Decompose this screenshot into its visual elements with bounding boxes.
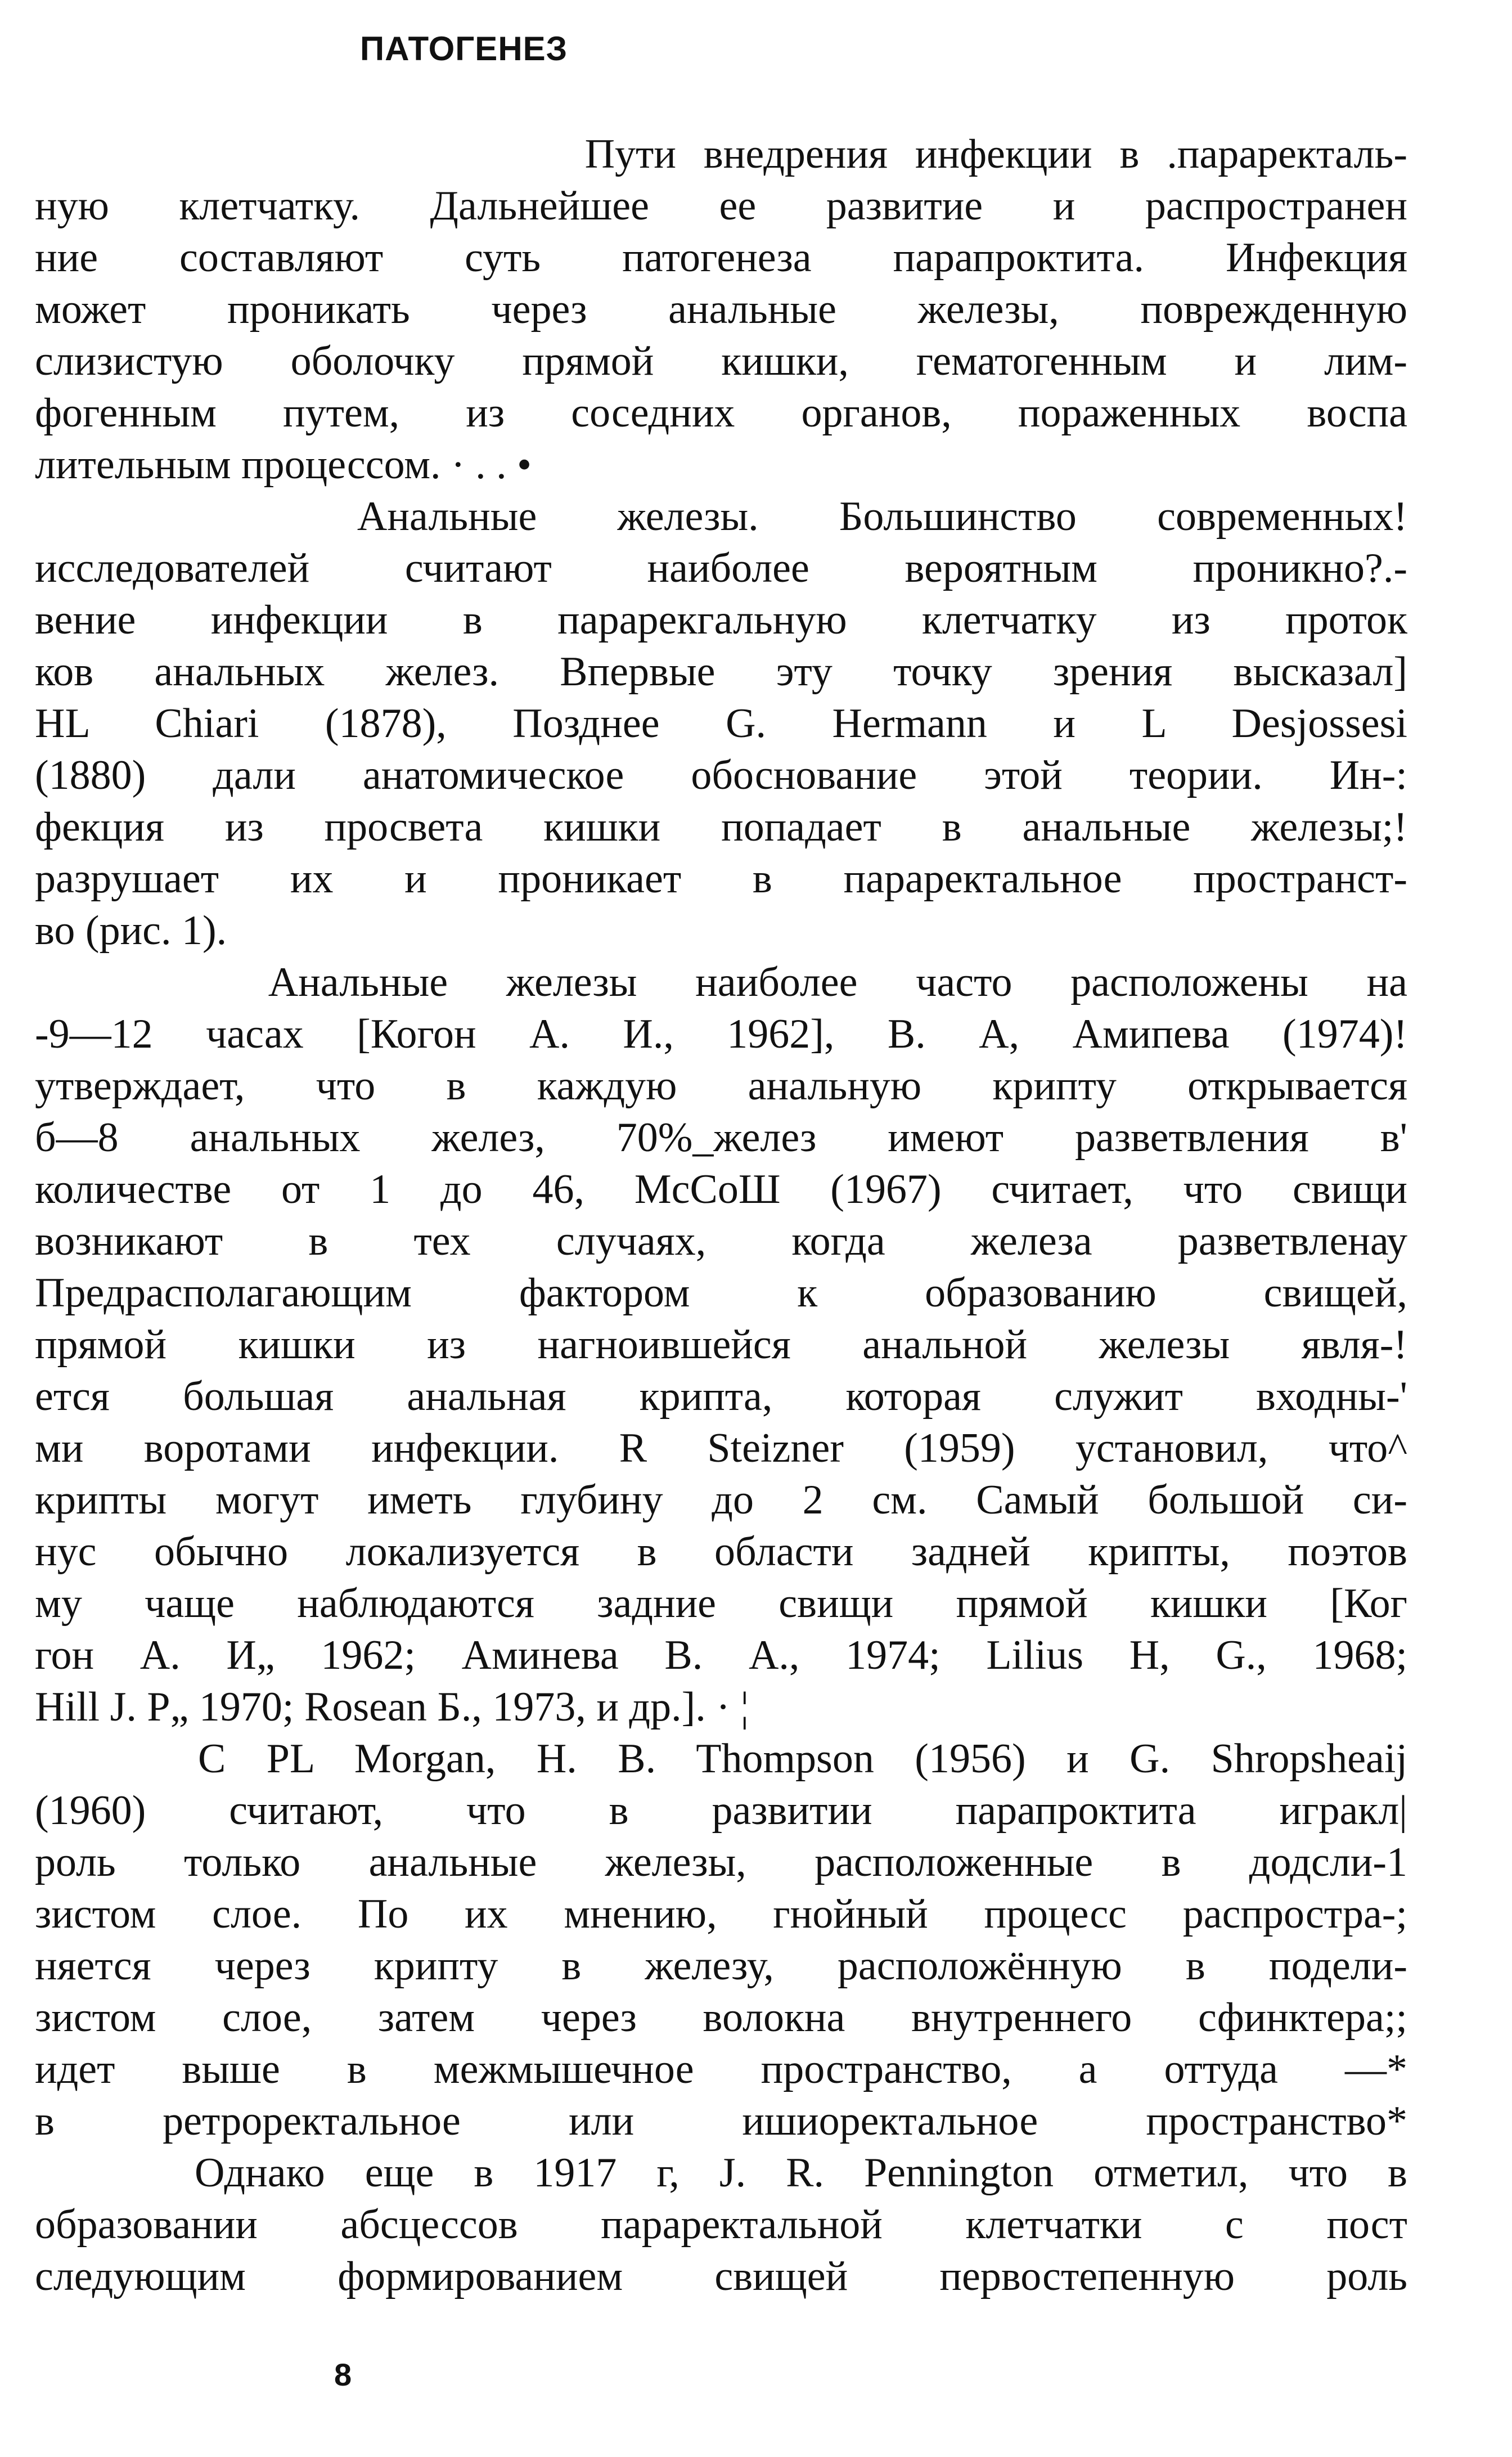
text-line: во (рис. 1). [35,908,227,954]
text-line: возникают в тех случаях, когда железа разветвленау [35,1218,1407,1264]
text-line: няется через крипту в железу, расположённую в подели- [35,1943,1407,1989]
text-line: Предрасполагающим фактором к образованию свищей, [35,1270,1407,1316]
text-line: вение инфекции в парарекгальную клетчатку из проток [35,597,1407,643]
text-line: идет выше в межмышечное пространство, а оттуда —* [35,2046,1407,2092]
text-line: лительным процессом. · . . • [35,442,532,488]
text-line: зистом слое. По их мнению, гнойный процесс распростра-; [35,1891,1407,1937]
text-line: (1880) дали анатомическое обоснование этой теории. Ин-: [35,752,1407,798]
text-line: роль только анальные железы, расположенные в додсли-1 [35,1839,1407,1885]
text-line: му чаще наблюдаются задние свищи прямой кишки [Ког [35,1580,1407,1627]
text-line: в ретроректальное или ишиоректальное пространство* [35,2098,1407,2144]
text-line: б—8 анальных желез, 70%_желез имеют разветвления в' [35,1115,1407,1161]
text-line: зистом слое, затем через волокна внутреннего сфинктера;; [35,1995,1407,2041]
text-line: ков анальных желез. Впервые эту точку зрения высказал] [35,649,1407,695]
text-line: Анальные железы наиболее часто расположены на [35,959,1407,1005]
text-line: разрушает их и проникает в параректальное пространст- [35,856,1407,902]
text-line: ется большая анальная крипта, которая служит входны-' [35,1373,1407,1420]
text-line: ние составляют суть патогенеза парапроктита. Инфекция [35,235,1407,281]
text-line: фекция из просвета кишки попадает в анальные железы;! [35,804,1407,850]
text-line: исследователей считают наиболее вероятным проникно?.- [35,545,1407,591]
running-header: ПАТОГЕНЕЗ [360,30,568,68]
text-line: количестве от 1 до 46, МсСоШ (1967) считает, что свищи [35,1166,1407,1212]
text-line: нус обычно локализуется в области задней крипты, поэтов [35,1529,1407,1575]
text-line: гон А. И„ 1962; Аминева В. А., 1974; Lilius H, G., 1968; [35,1632,1407,1678]
text-line: HL Chiari (1878), Позднее G. Hermann и L Desjossesi [35,700,1407,747]
text-line: фогенным путем, из соседних органов, пораженных воспа [35,390,1407,436]
text-line: С PL Morgan, H. B. Thompson (1956) и G. Shropsheaij [35,1736,1407,1782]
text-line: -9—12 часах [Когон А. И., 1962], В. А, Амипева (1974)! [35,1011,1407,1057]
text-line: ми воротами инфекции. R Steizner (1959) установил, что^ [35,1425,1407,1471]
text-line: слизистую оболочку прямой кишки, гематогенным и лим- [35,338,1407,384]
text-line: следующим формированием свищей первостепенную роль [35,2253,1407,2299]
text-line: ную клетчатку. Дальнейшее ее развитие и распространен [35,183,1407,229]
text-line: утверждает, что в каждую анальную крипту открывается [35,1063,1407,1109]
text-line: Анальные железы. Большинство современных! [35,493,1407,540]
text-line: Hill J. P„ 1970; Rosean Б., 1973, и др.]. · ¦ [35,1684,749,1730]
page-number: 8 [334,2357,352,2392]
text-line: прямой кишки из нагноившейся анальной железы явля-! [35,1322,1407,1368]
text-line: Однако еще в 1917 г, J. R. Pennington отметил, что в [35,2150,1407,2196]
text-line: образовании абсцессов параректальной клетчатки с пост [35,2202,1407,2248]
text-line: Пути внедрения инфекции в .параректаль- [35,131,1407,177]
text-line: может проникать через анальные железы, поврежденную [35,286,1407,333]
text-line: крипты могут иметь глубину до 2 см. Самый большой си- [35,1477,1407,1523]
text-line: (1960) считают, что в развитии парапроктита игракл| [35,1787,1407,1834]
body-text [35,128,1407,2302]
